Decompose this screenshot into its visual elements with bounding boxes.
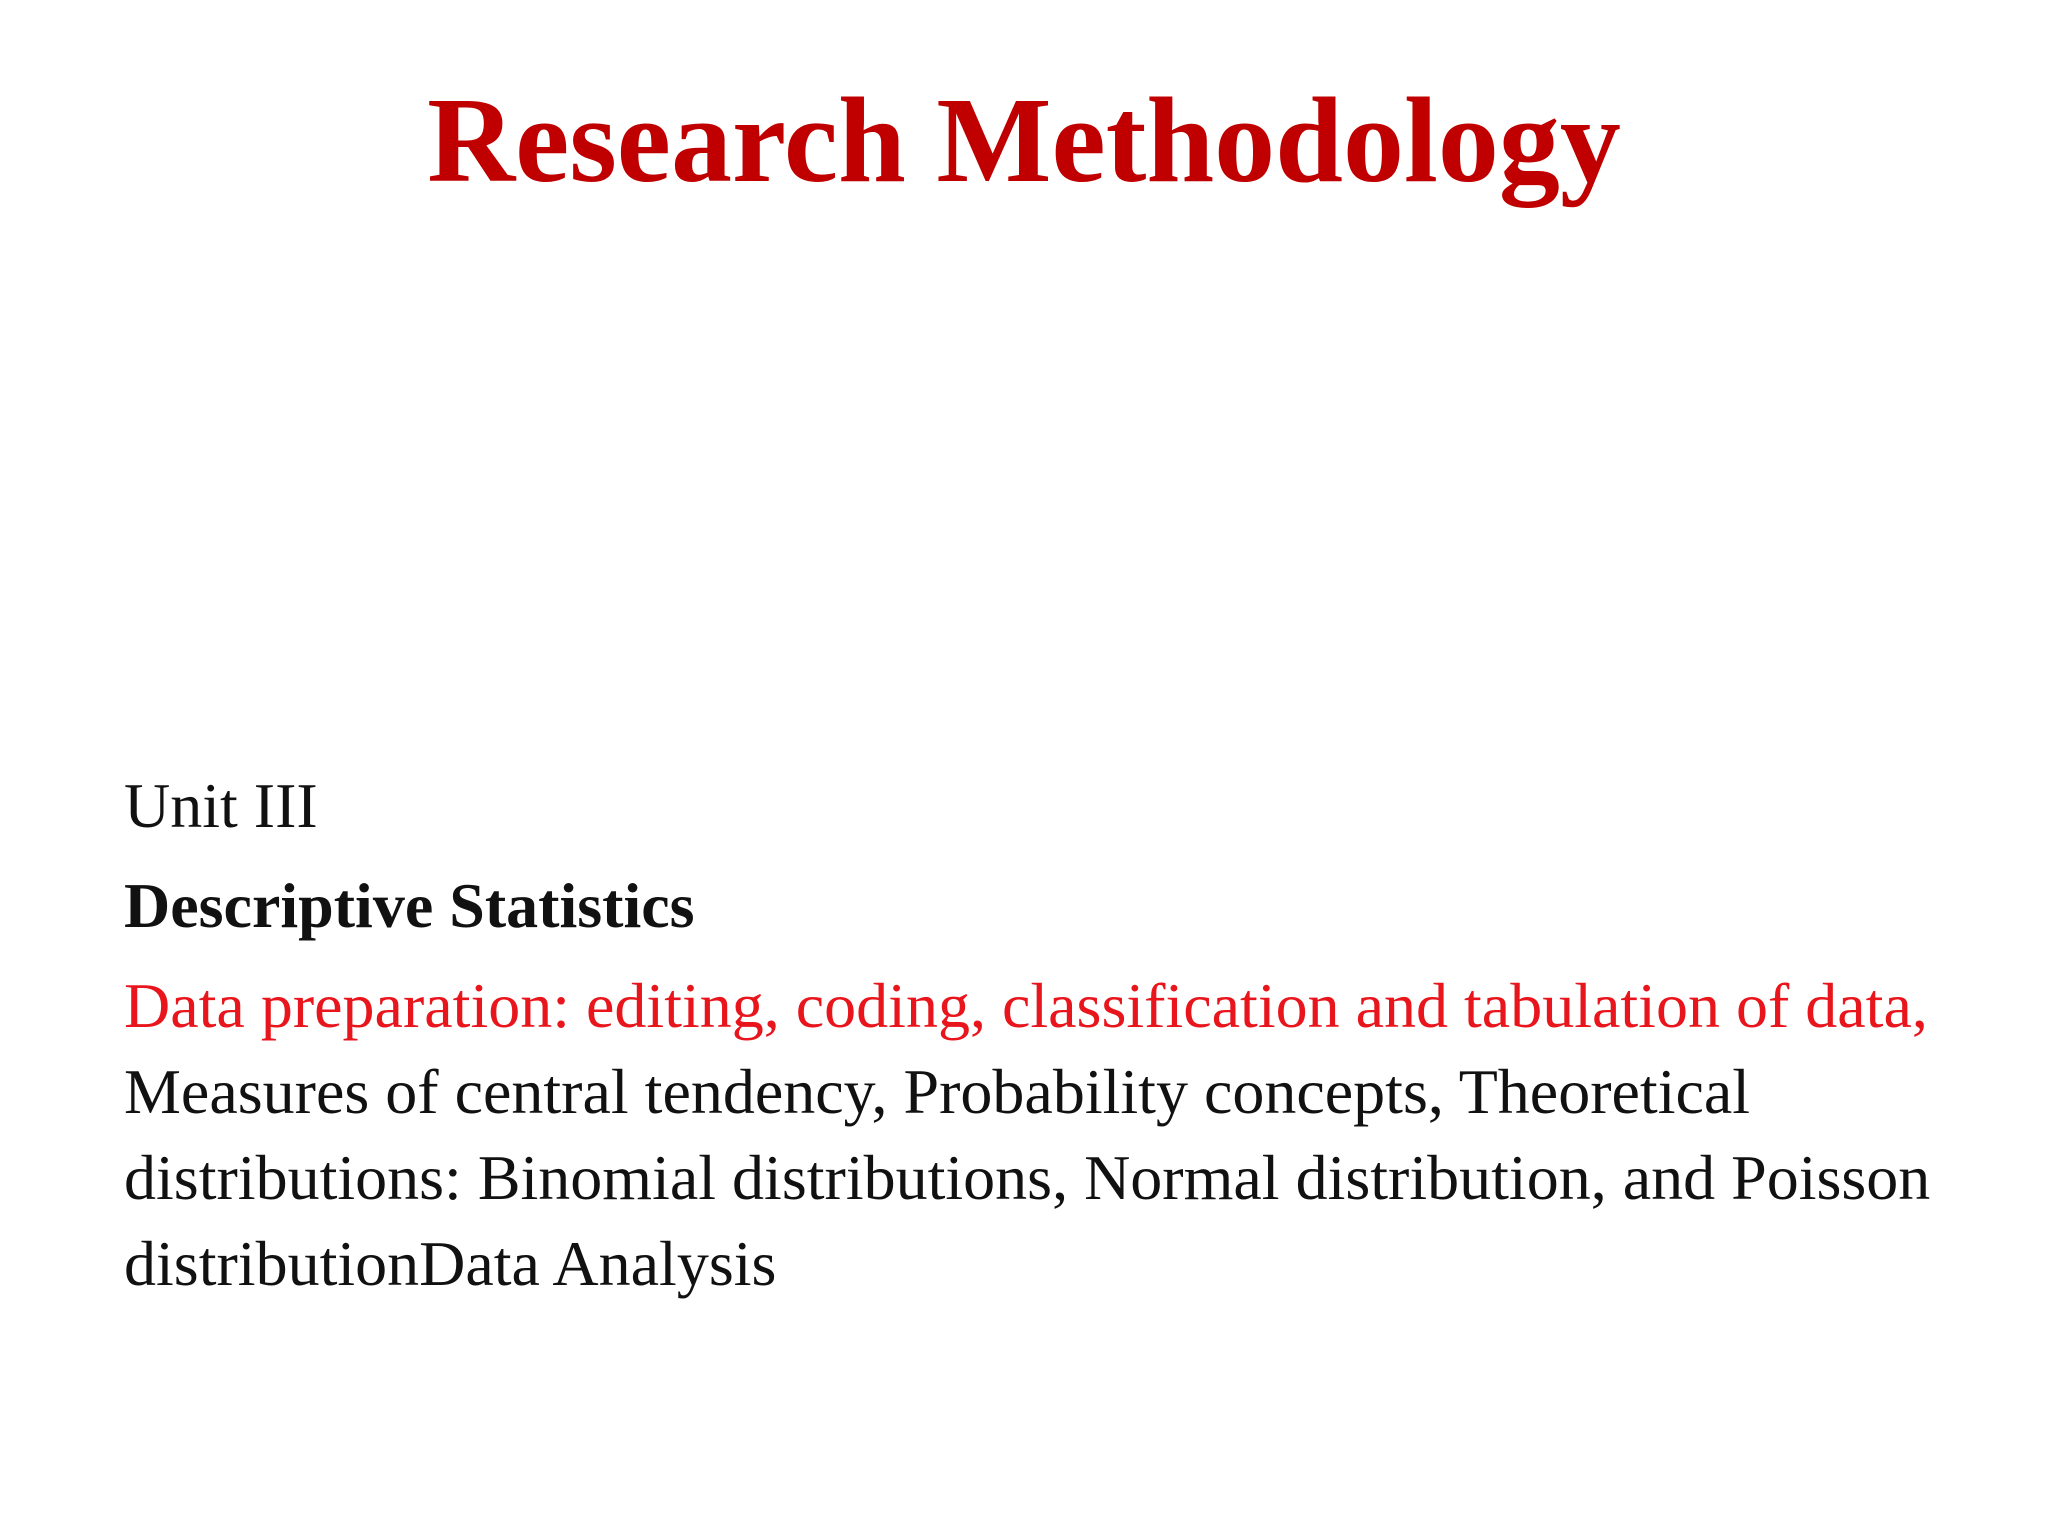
slide-body (124, 763, 1944, 1307)
topic-description (124, 963, 1944, 1307)
topic-description-highlight: Data preparation: editing, coding, classification and tabulation of data, (124, 970, 1928, 1041)
unit-label: Unit III (124, 770, 318, 841)
slide-title: Research Methodology (427, 73, 1621, 208)
topic-description-rest: Measures of central tendency, Probability concepts, Theoretical distributions: Binomial distributions, Normal distribution, and Poisson distributionData Analysis (124, 1056, 1931, 1299)
section-heading: Descriptive Statistics (124, 870, 695, 941)
